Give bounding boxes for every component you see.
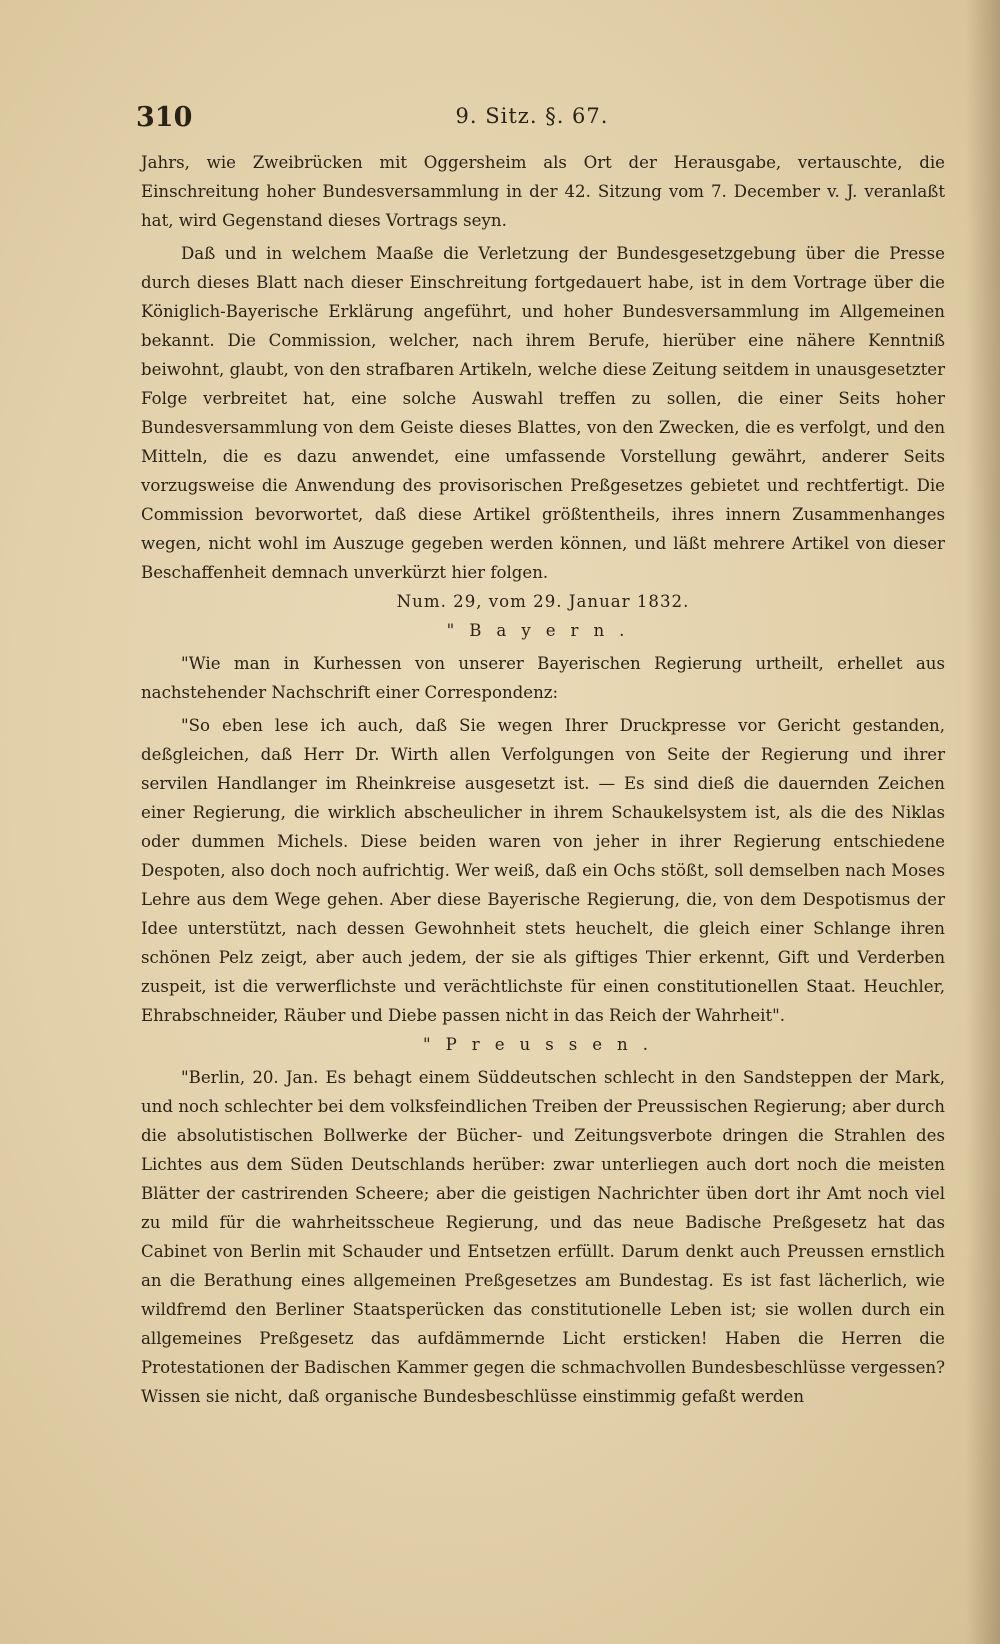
page-edge-shadow xyxy=(966,0,1000,1644)
section-heading-bayern: "Bayern. xyxy=(446,621,640,640)
issue-heading: Num. 29, vom 29. Januar 1832. xyxy=(396,592,690,611)
page-header xyxy=(136,102,928,142)
paragraph-bayern-quote: "So eben lese ich auch, daß Sie wegen Ihrer Druckpresse vor Gericht gestanden, deßgleichen, daß Herr Dr. Wirth allen Verfolgungen von Seite der Regierung und ihrer servilen Handlanger im Rheinkreise ausgesetzt ist. — Es sind dieß die dauernden Zeichen einer Regierung, die wirklich abscheulicher in ihrem Schaukelsystem ist, als die des Niklas oder dummen Michels. Diese beiden waren von jeher in ihrer Regierung entschiedene Despoten, also doch noch aufrichtig. Wer weiß, daß ein Ochs stößt, soll demselben nach Moses Lehre aus dem Wege gehen. Aber diese Bayerische Regierung, die, von dem Despotismus der Idee unterstützt, nach dessen Gewohnheit stets heuchelt, die gleich einer Schlange ihren schönen Pelz zeigt, aber auch jedem, der sie als giftiges Thier erkennt, Gift und Verderben zuspeit, ist die verwerflichste und verächtlichste für einen constitutionellen Staat. Heuchler, Ehrabschneider, Räuber und Diebe passen nicht in das Reich der Wahrheit". xyxy=(141,716,945,1025)
section-heading-preussen: "Preussen. xyxy=(422,1035,664,1054)
paragraph-bayern-intro: "Wie man in Kurhessen von unserer Bayerischen Regierung urtheilt, erhellet aus nachstehender Nachschrift einer Correspondenz: xyxy=(141,654,945,702)
page-number: 310 xyxy=(136,102,193,133)
paragraph-commission-report: Daß und in welchem Maaße die Verletzung der Bundesgesetzgebung über die Presse durch dieses Blatt nach dieser Einschreitung fortgedauert habe, ist in dem Vortrage über die Königlich-Bayerische Erklärung angeführt, und hoher Bundesversammlung im Allgemeinen bekannt. Die Commission, welcher, nach ihrem Berufe, hierüber eine nähere Kenntniß beiwohnt, glaubt, von den strafbaren Artikeln, welche diese Zeitung seitdem in unausgesetzter Folge verbreitet hat, eine solche Auswahl treffen zu sollen, die einer Seits hoher Bundesversammlung von dem Geiste dieses Blattes, von den Zwecken, die es verfolgt, und den Mitteln, die es dazu anwendet, eine umfassende Vorstellung gewährt, anderer Seits vorzugsweise die Anwendung des provisorischen Preßgesetzes gebietet und rechtfertigt. Die Commission bevorwortet, daß diese Artikel größtentheils, ihres innern Zusammenhanges wegen, nicht wohl im Auszuge gegeben werden können, und läßt mehrere Artikel von dieser Beschaffenheit demnach unverkürzt hier folgen. xyxy=(141,244,945,582)
paragraph-continuation: Jahrs, wie Zweibrücken mit Oggersheim als Ort der Herausgabe, vertauschte, die Einschreitung hoher Bundesversammlung in der 42. Sitzung vom 7. December v. J. veranlaßt hat, wird Gegenstand dieses Vortrags seyn. xyxy=(141,153,945,230)
page-body xyxy=(141,148,945,1411)
running-head: 9. Sitz. §. 67. xyxy=(455,104,609,128)
paragraph-preussen-berlin: "Berlin, 20. Jan. Es behagt einem Süddeutschen schlecht in den Sandsteppen der Mark, und noch schlechter bei dem volksfeindlichen Treiben der Preussischen Regierung; aber durch die absolutistischen Bollwerke der Bücher- und Zeitungsverbote dringen die Strahlen des Lichtes aus dem Süden Deutschlands herüber: zwar unterliegen auch dort noch die meisten Blätter der castrirenden Scheere; aber die geistigen Nachrichter üben dort ihr Amt noch viel zu mild für die wahrheitsscheue Regierung, und das neue Badische Preßgesetz hat das Cabinet von Berlin mit Schauder und Entsetzen erfüllt. Darum denkt auch Preussen ernstlich an die Berathung eines allgemeinen Preßgesetzes am Bundestag. Es ist fast lächerlich, wie wildfremd den Berliner Staatsperücken das constitutionelle Leben ist; sie wollen durch ein allgemeines Preßgesetz das aufdämmernde Licht ersticken! Haben die Herren die Protestationen der Badischen Kammer gegen die schmachvollen Bundesbeschlüsse vergessen? Wissen sie nicht, daß organische Bundesbeschlüsse einstimmig gefaßt werden xyxy=(141,1068,945,1406)
